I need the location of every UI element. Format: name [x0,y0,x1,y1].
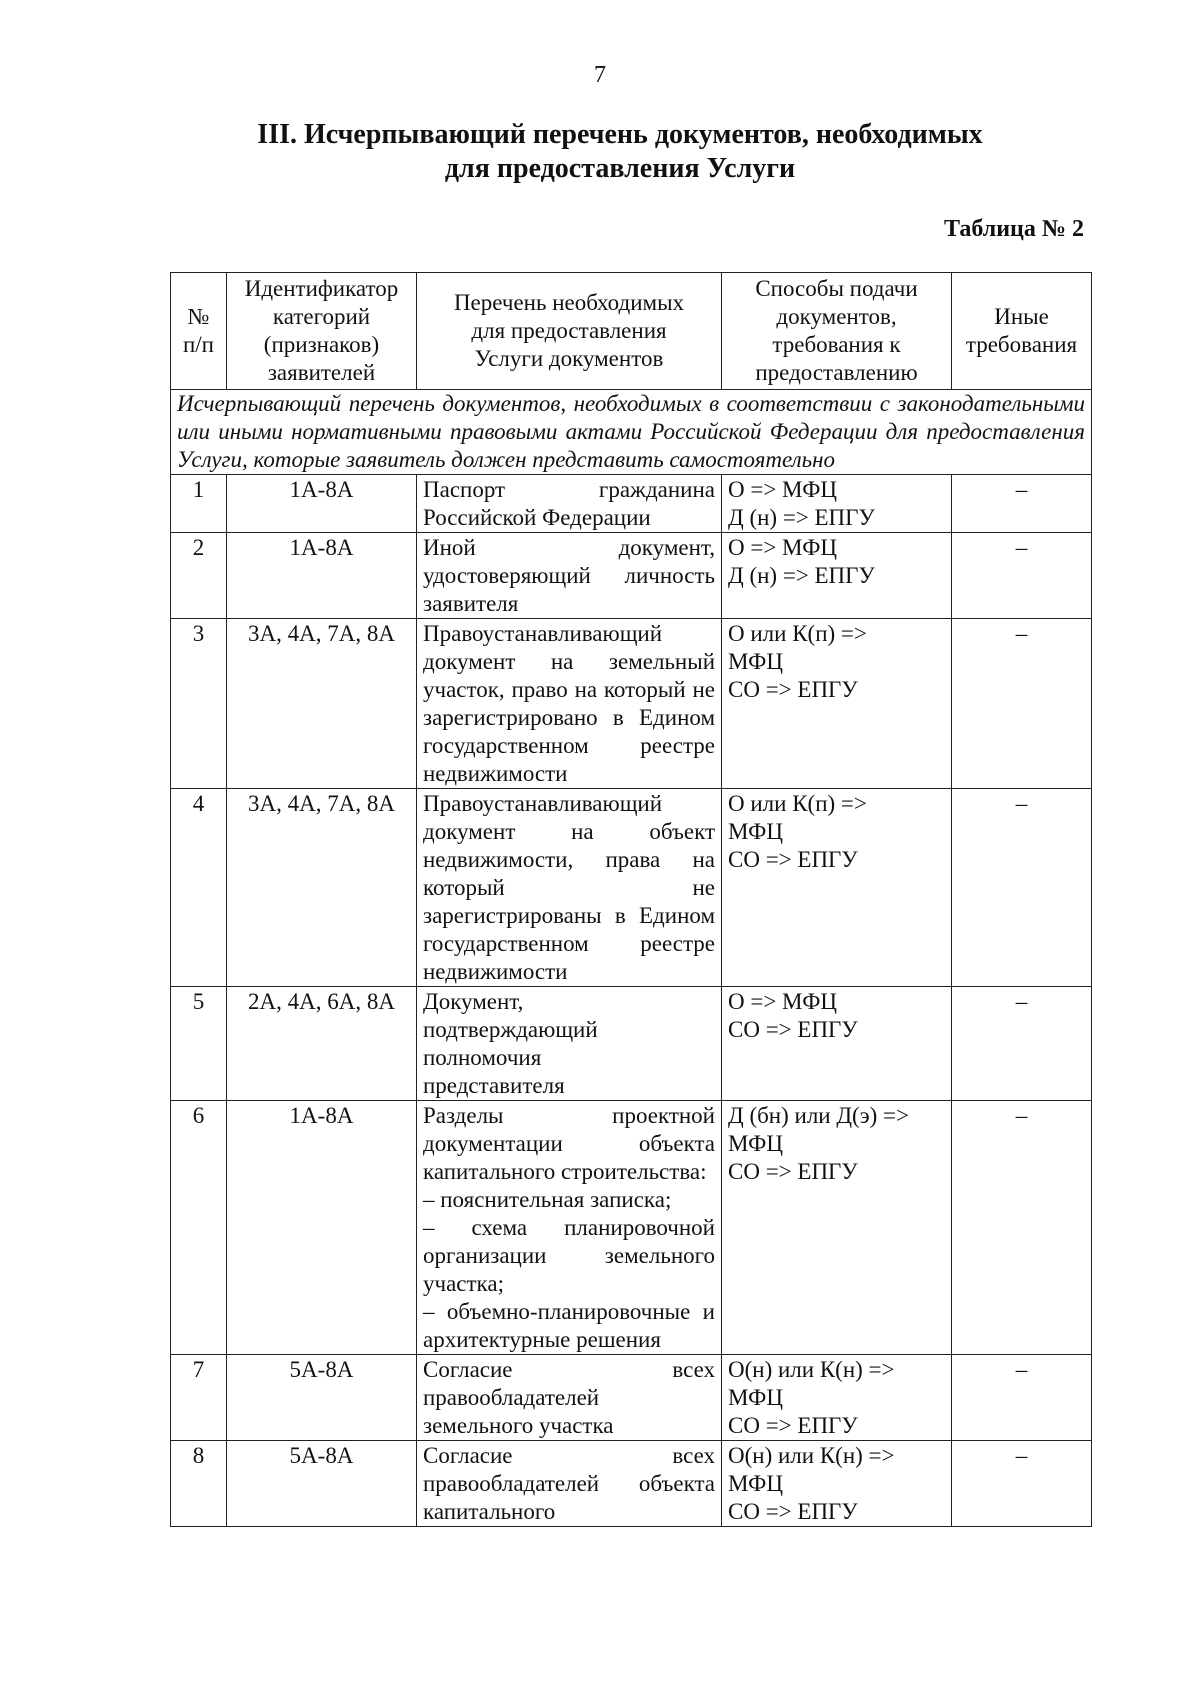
row-identifier: 1А-8А [227,475,417,533]
heading-line-2: для предоставления Услуги [444,153,796,184]
row-submission-methods: О(н) или К(н) => МФЦ СО => ЕПГУ [722,1355,952,1441]
table-row [171,533,1092,619]
row-identifier: 1А-8А [227,1101,417,1355]
header-submission-methods: Способы подачи документов, требования к предоставлению [722,273,952,390]
table-row [171,987,1092,1101]
row-document: Согласие всех правообладателей объекта капитального [417,1441,722,1527]
documents-table [170,272,1092,1527]
row-identifier: 2А, 4А, 6А, 8А [227,987,417,1101]
row-other-requirements: – [952,987,1092,1101]
header-document-list: Перечень необходимых для предоставления Услуги документов [417,273,722,390]
row-submission-methods: О или К(п) => МФЦ СО => ЕПГУ [722,789,952,987]
row-submission-methods: О => МФЦ Д (н) => ЕПГУ [722,475,952,533]
page-number: 7 [594,62,606,88]
row-other-requirements: – [952,619,1092,789]
row-other-requirements: – [952,475,1092,533]
row-submission-methods: О => МФЦ СО => ЕПГУ [722,987,952,1101]
row-document: Разделы проектной документации объекта капитального строительства: – пояснительная записка; – схема планировочной организации земельного участка; – объемно-планировочные и архитектурные решения [417,1101,722,1355]
table-row [171,789,1092,987]
section-row [171,390,1092,475]
row-document: Документ, подтверждающий полномочия представителя [417,987,722,1101]
table-caption: Таблица № 2 [943,216,1084,242]
row-number: 7 [171,1355,227,1441]
row-submission-methods: О или К(п) => МФЦ СО => ЕПГУ [722,619,952,789]
table-row [171,1101,1092,1355]
row-document: Согласие всех правообладателей земельного участка [417,1355,722,1441]
row-identifier: 3А, 4А, 7А, 8А [227,619,417,789]
row-document: Паспорт гражданина Российской Федерации [417,475,722,533]
row-number: 2 [171,533,227,619]
row-other-requirements: – [952,1441,1092,1527]
row-submission-methods: Д (бн) или Д(э) => МФЦ СО => ЕПГУ [722,1101,952,1355]
row-identifier: 3А, 4А, 7А, 8А [227,789,417,987]
row-number: 6 [171,1101,227,1355]
row-number: 4 [171,789,227,987]
section-title: Исчерпывающий перечень документов, необходимых в соответствии с законодательными или иными нормативными правовыми актами Российской Федерации для предоставления Услуги, которые заявитель должен представить самостоятельно [171,390,1092,475]
header-number: № п/п [171,273,227,390]
row-document: Правоустанавливающий документ на объект недвижимости, права на который не зарегистрированы в Едином государственном реестре недвижимости [417,789,722,987]
section-heading [160,118,1080,186]
row-identifier: 1А-8А [227,533,417,619]
table-header-row [171,273,1092,390]
table-row [171,1441,1092,1527]
table-row [171,475,1092,533]
row-number: 8 [171,1441,227,1527]
header-other-requirements: Иные требования [952,273,1092,390]
table-row [171,619,1092,789]
row-number: 5 [171,987,227,1101]
table-row [171,1355,1092,1441]
row-other-requirements: – [952,1101,1092,1355]
row-other-requirements: – [952,533,1092,619]
row-document: Иной документ, удостоверяющий личность заявителя [417,533,722,619]
row-submission-methods: О => МФЦ Д (н) => ЕПГУ [722,533,952,619]
row-identifier: 5А-8А [227,1355,417,1441]
row-other-requirements: – [952,1355,1092,1441]
row-number: 1 [171,475,227,533]
row-identifier: 5А-8А [227,1441,417,1527]
row-submission-methods: О(н) или К(н) => МФЦ СО => ЕПГУ [722,1441,952,1527]
header-identifier: Идентификатор категорий (признаков) заявителей [227,273,417,390]
row-document: Правоустанавливающий документ на земельный участок, право на который не зарегистрировано в Едином государственном реестре недвижимости [417,619,722,789]
heading-line-1: III. Исчерпывающий перечень документов, необходимых [257,119,983,150]
row-other-requirements: – [952,789,1092,987]
row-number: 3 [171,619,227,789]
